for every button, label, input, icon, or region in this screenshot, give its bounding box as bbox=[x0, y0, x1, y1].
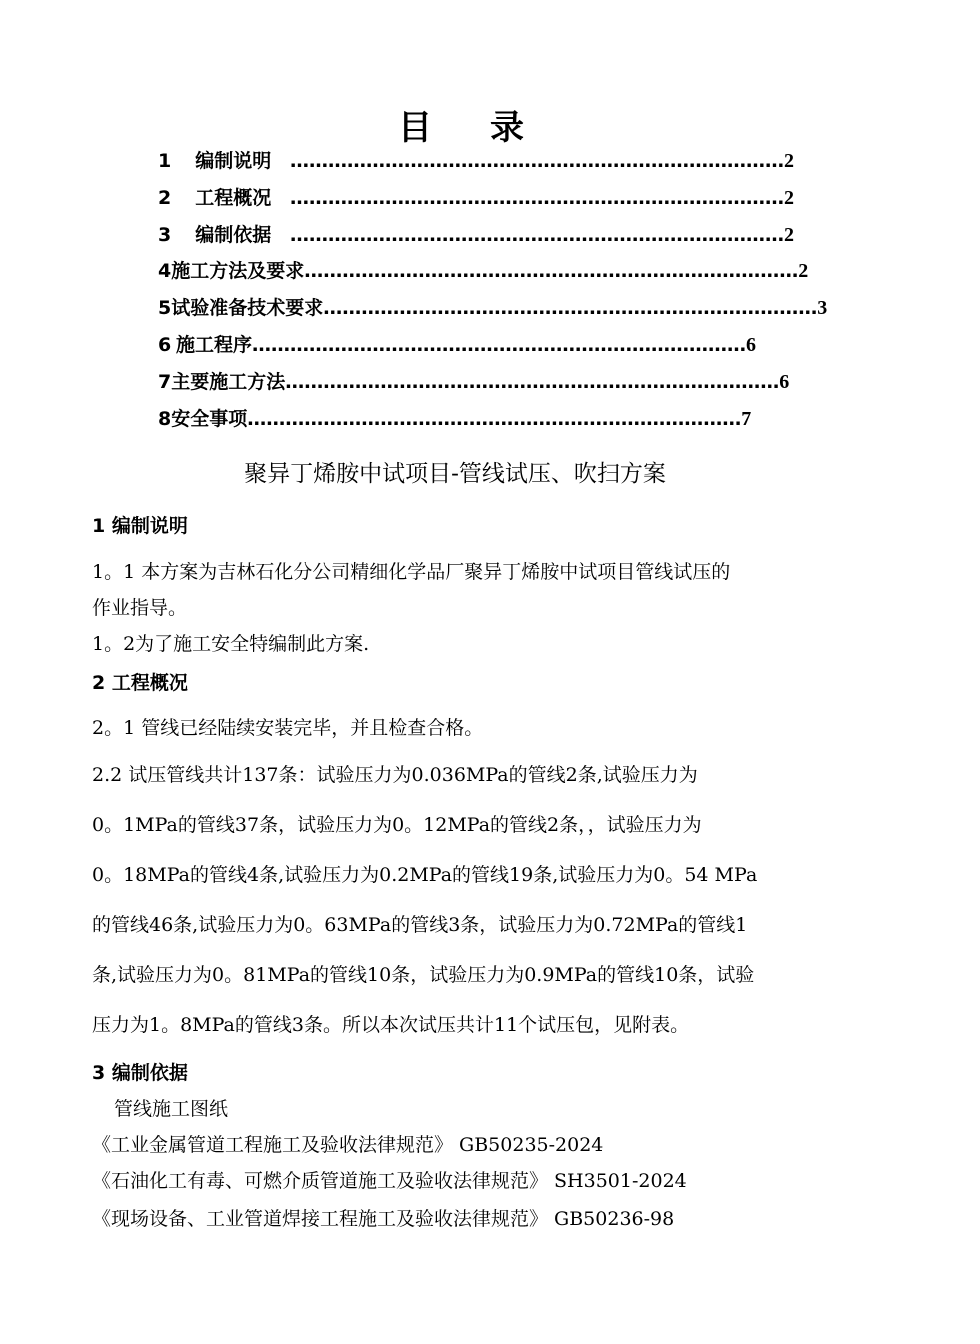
paragraph-line: 2.2 试压管线共计137条：试验压力为0.036MPa的管线2条,试验压力为 bbox=[92, 764, 698, 786]
toc-leader-dots: …………………………………………………………………… bbox=[304, 260, 799, 282]
toc-leader-dots: …………………………………………………………………… bbox=[323, 297, 818, 319]
toc-entry-label: 工程概况 bbox=[195, 187, 272, 209]
toc-entry-page: 2 bbox=[784, 224, 794, 246]
toc-entry-label: 施工方法及要求 bbox=[171, 260, 305, 282]
paragraph-line: 作业指导。 bbox=[92, 597, 188, 619]
toc-entry-4[interactable] bbox=[158, 256, 809, 286]
paragraph-line: 0。18MPa的管线4条,试验压力为0.2MPa的管线19条,试验压力为0。54 MPa bbox=[92, 864, 758, 886]
toc-entry-page: 6 bbox=[746, 334, 756, 356]
toc-leader-dots: …………………………………………………………………… bbox=[252, 334, 746, 356]
toc-entry-number: 5 bbox=[158, 297, 172, 319]
toc-entry-page: 2 bbox=[798, 260, 809, 282]
toc-entry-label: 主要施工方法 bbox=[171, 371, 286, 393]
toc-entry-2[interactable] bbox=[158, 183, 794, 213]
toc-entry-number: 2 bbox=[158, 187, 172, 209]
toc-entry-number: 7 bbox=[158, 371, 172, 393]
toc-leader-dots: …………………………………………………………………… bbox=[290, 224, 784, 246]
toc-entry-8[interactable] bbox=[158, 404, 752, 434]
toc-entry-number: 6 bbox=[158, 334, 172, 356]
toc-entry-number: 3 bbox=[158, 224, 172, 246]
section-heading-3: 3 编制依据 bbox=[92, 1062, 188, 1084]
toc-entry-7[interactable] bbox=[158, 367, 790, 397]
paragraph-line: 的管线46条,试验压力为0。63MPa的管线3条，试验压力为0.72MPa的管线1 bbox=[92, 914, 748, 936]
toc-leader-dots: …………………………………………………………………… bbox=[285, 371, 780, 393]
toc-entry-6[interactable] bbox=[158, 330, 756, 360]
toc-entry-label: 安全事项 bbox=[171, 408, 248, 430]
toc-entry-3[interactable] bbox=[158, 220, 794, 250]
paragraph-line: 条,试验压力为0。81MPa的管线10条，试验压力为0.9MPa的管线10条，试验 bbox=[92, 964, 755, 986]
paragraph-line: 1。2为了施工安全特编制此方案. bbox=[92, 633, 370, 655]
toc-entry-1[interactable] bbox=[158, 146, 794, 176]
section-heading-1: 1 编制说明 bbox=[92, 515, 188, 537]
toc-entry-5[interactable] bbox=[158, 293, 828, 323]
toc-entry-page: 3 bbox=[817, 297, 828, 319]
reference-item: 管线施工图纸 bbox=[114, 1098, 229, 1120]
toc-entry-number: 1 bbox=[158, 150, 172, 172]
toc-entry-label: 试验准备技术要求 bbox=[171, 297, 324, 319]
toc-entry-number: 4 bbox=[158, 260, 172, 282]
toc-entry-label: 编制说明 bbox=[195, 150, 272, 172]
document-title: 聚异丁烯胺中试项目-管线试压、吹扫方案 bbox=[244, 461, 666, 487]
section-1-body bbox=[92, 554, 862, 662]
toc-entry-label: 施工程序 bbox=[175, 334, 252, 356]
reference-item: 《石油化工有毒、可燃介质管道施工及验收法律规范》 SH3501-2024 bbox=[92, 1170, 687, 1192]
reference-item: 《工业金属管道工程施工及验收法律规范》 GB50235-2024 bbox=[92, 1134, 604, 1156]
reference-item: 《现场设备、工业管道焊接工程施工及验收法律规范》 GB50236-98 bbox=[92, 1208, 675, 1230]
toc-entry-label: 编制依据 bbox=[195, 224, 272, 246]
paragraph-2-2 bbox=[92, 750, 862, 1050]
section-heading-2: 2 工程概况 bbox=[92, 672, 188, 694]
toc-entry-page: 2 bbox=[784, 187, 794, 209]
toc-entry-page: 7 bbox=[741, 408, 752, 430]
paragraph-line: 1。1 本方案为吉林石化分公司精细化学品厂聚异丁烯胺中试项目管线试压的 bbox=[92, 561, 731, 583]
toc-entry-page: 6 bbox=[779, 371, 790, 393]
toc-entry-number: 8 bbox=[158, 408, 172, 430]
paragraph-line: 0。1MPa的管线37条，试验压力为0。12MPa的管线2条，，试验压力为 bbox=[92, 814, 702, 836]
toc-leader-dots: …………………………………………………………………… bbox=[290, 187, 784, 209]
paragraph-line: 压力为1。8MPa的管线3条。所以本次试压共计11个试压包，见附表。 bbox=[92, 1014, 690, 1036]
paragraph-2-1: 2。1 管线已经陆续安装完毕，并且检查合格。 bbox=[92, 717, 484, 739]
toc-entry-page: 2 bbox=[784, 150, 794, 172]
toc-title: 目录 bbox=[398, 108, 582, 148]
toc-leader-dots: …………………………………………………………………… bbox=[247, 408, 742, 430]
toc-leader-dots: …………………………………………………………………… bbox=[290, 150, 784, 172]
